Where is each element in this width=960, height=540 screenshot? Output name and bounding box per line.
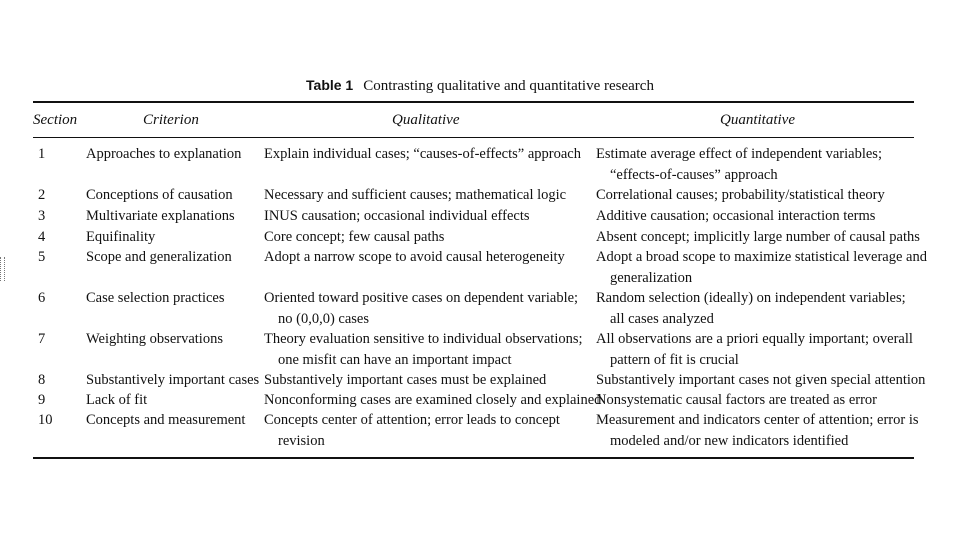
bottom-rule bbox=[33, 457, 914, 459]
qualitative-cell bbox=[264, 185, 566, 206]
section-number: 8 bbox=[38, 372, 46, 388]
quantitative-line: Measurement and indicators center of attention; error is bbox=[596, 412, 919, 428]
qualitative-cell bbox=[264, 206, 530, 227]
header-rule bbox=[33, 137, 914, 138]
quantitative-cell bbox=[596, 206, 875, 227]
quantitative-line: Correlational causes; probability/statistical theory bbox=[596, 187, 885, 203]
qualitative-cell bbox=[264, 370, 546, 391]
quantitative-line: pattern of fit is crucial bbox=[610, 352, 739, 368]
qualitative-cell bbox=[264, 144, 581, 165]
section-number: 10 bbox=[38, 412, 53, 428]
quantitative-line: Absent concept; implicitly large number of causal paths bbox=[596, 229, 920, 245]
quantitative-cell bbox=[596, 370, 925, 391]
qualitative-cell bbox=[264, 288, 578, 330]
quantitative-line: all cases analyzed bbox=[610, 311, 714, 327]
qualitative-line: Core concept; few causal paths bbox=[264, 229, 445, 245]
criterion-cell: Substantively important cases bbox=[86, 372, 260, 388]
table-label: Table 1 bbox=[306, 77, 354, 93]
criterion-cell: Concepts and measurement bbox=[86, 412, 246, 428]
qualitative-line: Nonconforming cases are examined closely and explained bbox=[264, 392, 602, 408]
quantitative-line: Random selection (ideally) on independent variables; bbox=[596, 290, 906, 306]
top-rule bbox=[33, 101, 914, 103]
section-number: 9 bbox=[38, 392, 46, 408]
header-criterion: Criterion bbox=[143, 112, 199, 128]
qualitative-line: Explain individual cases; “causes-of-effects” approach bbox=[264, 146, 581, 162]
qualitative-line: Theory evaluation sensitive to individual observations; bbox=[264, 331, 583, 347]
criterion-cell: Conceptions of causation bbox=[86, 187, 233, 203]
quantitative-line: All observations are a priori equally important; overall bbox=[596, 331, 913, 347]
header-qualitative: Qualitative bbox=[392, 112, 460, 128]
table-title: Contrasting qualitative and quantitative research bbox=[363, 78, 654, 94]
quantitative-line: Substantively important cases not given special attention bbox=[596, 372, 926, 388]
section-number: 5 bbox=[38, 249, 46, 265]
section-number: 1 bbox=[38, 146, 46, 162]
section-number: 2 bbox=[38, 187, 46, 203]
qualitative-line: Necessary and sufficient causes; mathematical logic bbox=[264, 187, 567, 203]
qualitative-line: no (0,0,0) cases bbox=[278, 311, 370, 327]
quantitative-line: “effects-of-causes” approach bbox=[610, 167, 778, 183]
criterion-cell: Approaches to explanation bbox=[86, 146, 242, 162]
qualitative-line: INUS causation; occasional individual effects bbox=[264, 208, 530, 224]
qualitative-cell bbox=[264, 329, 583, 371]
criterion-cell: Multivariate explanations bbox=[86, 208, 235, 224]
quantitative-cell bbox=[596, 185, 885, 206]
qualitative-cell bbox=[264, 227, 444, 248]
quantitative-cell bbox=[596, 410, 919, 452]
margin-mark bbox=[0, 257, 5, 281]
table-caption bbox=[0, 76, 960, 95]
qualitative-line: one misfit can have an important impact bbox=[278, 352, 512, 368]
qualitative-line: Adopt a narrow scope to avoid causal heterogeneity bbox=[264, 249, 565, 265]
section-number: 7 bbox=[38, 331, 46, 347]
section-number: 3 bbox=[38, 208, 46, 224]
quantitative-line: Adopt a broad scope to maximize statistical leverage and bbox=[596, 249, 927, 265]
qualitative-cell bbox=[264, 390, 601, 411]
criterion-cell: Scope and generalization bbox=[86, 249, 232, 265]
criterion-cell: Equifinality bbox=[86, 229, 156, 245]
section-number: 6 bbox=[38, 290, 46, 306]
criterion-cell: Weighting observations bbox=[86, 331, 223, 347]
quantitative-cell bbox=[596, 329, 913, 371]
quantitative-line: generalization bbox=[610, 270, 693, 286]
qualitative-line: revision bbox=[278, 433, 325, 449]
qualitative-line: Oriented toward positive cases on dependent variable; bbox=[264, 290, 579, 306]
qualitative-cell bbox=[264, 247, 565, 268]
section-number: 4 bbox=[38, 229, 46, 245]
quantitative-cell bbox=[596, 227, 920, 248]
qualitative-cell bbox=[264, 410, 560, 452]
quantitative-line: Estimate average effect of independent variables; bbox=[596, 146, 882, 162]
qualitative-line: Substantively important cases must be explained bbox=[264, 372, 547, 388]
quantitative-cell bbox=[596, 390, 877, 411]
criterion-cell: Lack of fit bbox=[86, 392, 148, 408]
quantitative-cell bbox=[596, 144, 882, 186]
quantitative-line: Additive causation; occasional interaction terms bbox=[596, 208, 876, 224]
quantitative-cell bbox=[596, 247, 927, 289]
criterion-cell: Case selection practices bbox=[86, 290, 225, 306]
quantitative-line: modeled and/or new indicators identified bbox=[610, 433, 849, 449]
header-quantitative: Quantitative bbox=[720, 112, 795, 128]
qualitative-line: Concepts center of attention; error leads to concept bbox=[264, 412, 560, 428]
header-section: Section bbox=[33, 112, 78, 128]
quantitative-line: Nonsystematic causal factors are treated as error bbox=[596, 392, 878, 408]
quantitative-cell bbox=[596, 288, 906, 330]
